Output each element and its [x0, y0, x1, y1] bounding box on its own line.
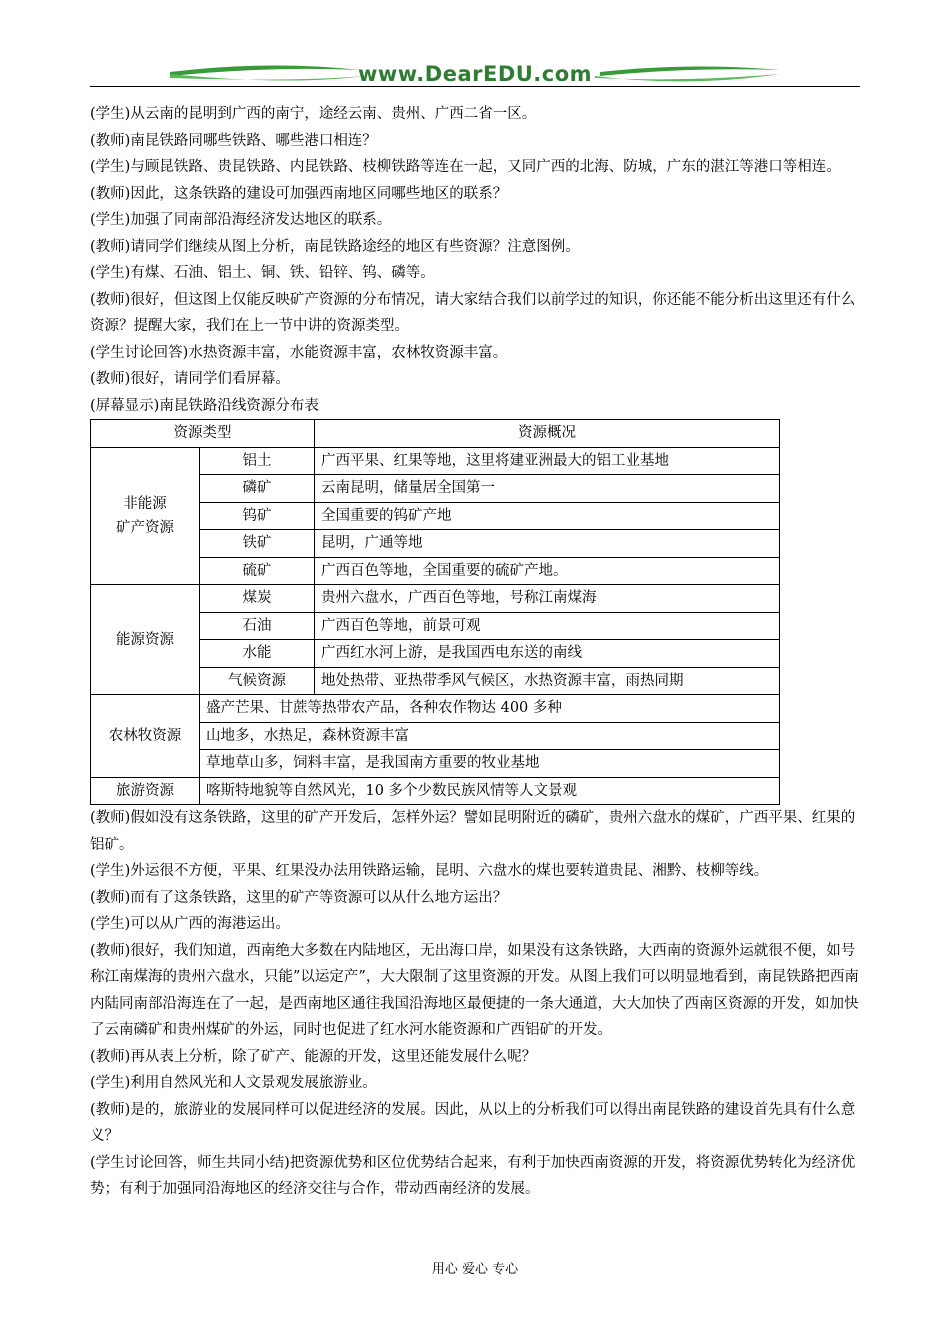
table-header-row [91, 420, 780, 448]
resource-table [90, 419, 780, 805]
category-label-line: 矿产资源 [116, 519, 174, 536]
description-cell: 草地草山多，饲料丰富，是我国南方重要的牧业基地 [200, 750, 780, 778]
subtype-cell: 水能 [200, 640, 315, 668]
description-cell: 昆明，广通等地 [315, 530, 780, 558]
header-divider [90, 86, 860, 87]
description-cell: 喀斯特地貌等自然风光，10 多个少数民族风情等人文景观 [200, 777, 780, 805]
table-caption: (屏幕显示)南昆铁路沿线资源分布表 [90, 397, 319, 414]
paragraph: (学生)外运很不方便，平果、红果没办法用铁路运输，昆明、六盘水的煤也要转道贵昆、湘黔、枝柳等线。 [90, 863, 769, 879]
category-cell: 旅游资源 [91, 777, 200, 805]
table-header-overview: 资源概况 [315, 420, 780, 448]
subtype-cell: 钨矿 [200, 502, 315, 530]
description-cell: 山地多，水热足，森林资源丰富 [200, 722, 780, 750]
paragraph: (教师)再从表上分析，除了矿产、能源的开发，这里还能发展什么呢？ [90, 1048, 537, 1065]
paragraph: (教师)因此，这条铁路的建设可加强西南地区同哪些地区的联系？ [90, 185, 508, 202]
paragraph: (学生)加强了同南部沿海经济发达地区的联系。 [90, 212, 392, 228]
paragraph: (教师)而有了这条铁路，这里的矿产等资源可以从什么地方运出？ [90, 889, 508, 906]
category-cell: 能源资源 [91, 585, 200, 695]
description-cell: 盛产芒果、甘蔗等热带农产品，各种农作物达 400 多种 [200, 695, 780, 723]
table-row [91, 777, 780, 805]
subtype-cell: 铁矿 [200, 530, 315, 558]
paragraph: (教师)假如没有这条铁路，这里的矿产开发后，怎样外运？譬如昆明附近的磷矿，贵州六盘水的煤矿，广西平果、红果的铝矿。 [90, 810, 856, 853]
category-cell [91, 447, 200, 585]
paragraph: (学生)有煤、石油、铝土、铜、铁、铅锌、钨、磷等。 [90, 265, 435, 281]
table-row [91, 447, 780, 475]
description-cell: 广西平果、红果等地，这里将建亚洲最大的铝工业基地 [315, 447, 780, 475]
category-cell: 农林牧资源 [91, 695, 200, 778]
paragraph: (教师)很好，我们知道，西南绝大多数在内陆地区，无出海口岸，如果没有这条铁路，大西南的资源外运就很不便，如号称江南煤海的贵州六盘水，只能”以运定产”，大大限制了这里资源的开发。从图上我们可以明显地看到，南昆铁路把西南内陆同南部沿海连在了一起，是西南地区通往我国沿海地区最便捷的一条大通道，大大加快了西南区资源的开发，如加快了云南磷矿和贵州煤矿的外运，同时也促进了红水河水能资源和广西铝矿的开发。 [90, 942, 859, 1038]
subtype-cell: 磷矿 [200, 475, 315, 503]
paragraph: (学生)与顾昆铁路、贵昆铁路、内昆铁路、枝柳铁路等连在一起，又同广西的北海、防城，广东的湛江等港口等相连。 [90, 159, 841, 175]
description-cell: 广西红水河上游，是我国西电东送的南线 [315, 640, 780, 668]
page-footer: 用心 爱心 专心 [431, 1262, 519, 1277]
paragraph: (教师)请同学们继续从图上分析，南昆铁路途经的地区有些资源？注意图例。 [90, 238, 580, 255]
category-label-line: 非能源 [123, 495, 167, 512]
paragraph: (教师)很好，但这图上仅能反映矿产资源的分布情况，请大家结合我们以前学过的知识，你还能不能分析出这里还有什么资源？提醒大家，我们在上一节中讲的资源类型。 [90, 291, 856, 334]
subtype-cell: 石油 [200, 612, 315, 640]
paragraph: (学生讨论回答)水热资源丰富，水能资源丰富，农林牧资源丰富。 [90, 344, 508, 361]
paragraph: (教师)南昆铁路同哪些铁路、哪些港口相连？ [90, 132, 377, 149]
paragraph: (学生讨论回答，师生共同小结)把资源优势和区位优势结合起来，有利于加快西南资源的开发，将资源优势转化为经济优势；有利于加强同沿海地区的经济交往与合作，带动西南经济的发展。 [90, 1154, 856, 1197]
document-body [90, 101, 860, 1203]
paragraph: (学生)可以从广西的海港运出。 [90, 916, 290, 932]
subtype-cell: 硫矿 [200, 557, 315, 585]
subtype-cell: 气候资源 [200, 667, 315, 695]
subtype-cell: 煤炭 [200, 585, 315, 613]
paragraph: (学生)利用自然风光和人文景观发展旅游业。 [90, 1075, 377, 1091]
subtype-cell: 铝土 [200, 447, 315, 475]
table-row [91, 695, 780, 723]
description-cell: 广西百色等地，前景可观 [315, 612, 780, 640]
paragraph: (教师)是的，旅游业的发展同样可以促进经济的发展。因此，从以上的分析我们可以得出南昆铁路的建设首先具有什么意义？ [90, 1101, 856, 1144]
paragraph: (学生)从云南的昆明到广西的南宁，途经云南、贵州、广西二省一区。 [90, 106, 537, 122]
description-cell: 地处热带、亚热带季风气候区，水热资源丰富，雨热同期 [315, 667, 780, 695]
table-header-type: 资源类型 [91, 420, 315, 448]
paragraph: (教师)很好，请同学们看屏幕。 [90, 371, 290, 387]
description-cell: 贵州六盘水，广西百色等地，号称江南煤海 [315, 585, 780, 613]
description-cell: 全国重要的钨矿产地 [315, 502, 780, 530]
table-row [91, 585, 780, 613]
description-cell: 云南昆明，储量居全国第一 [315, 475, 780, 503]
description-cell: 广西百色等地，全国重要的硫矿产地。 [315, 557, 780, 585]
site-logo[interactable]: www.DearEDU.com [357, 62, 593, 86]
